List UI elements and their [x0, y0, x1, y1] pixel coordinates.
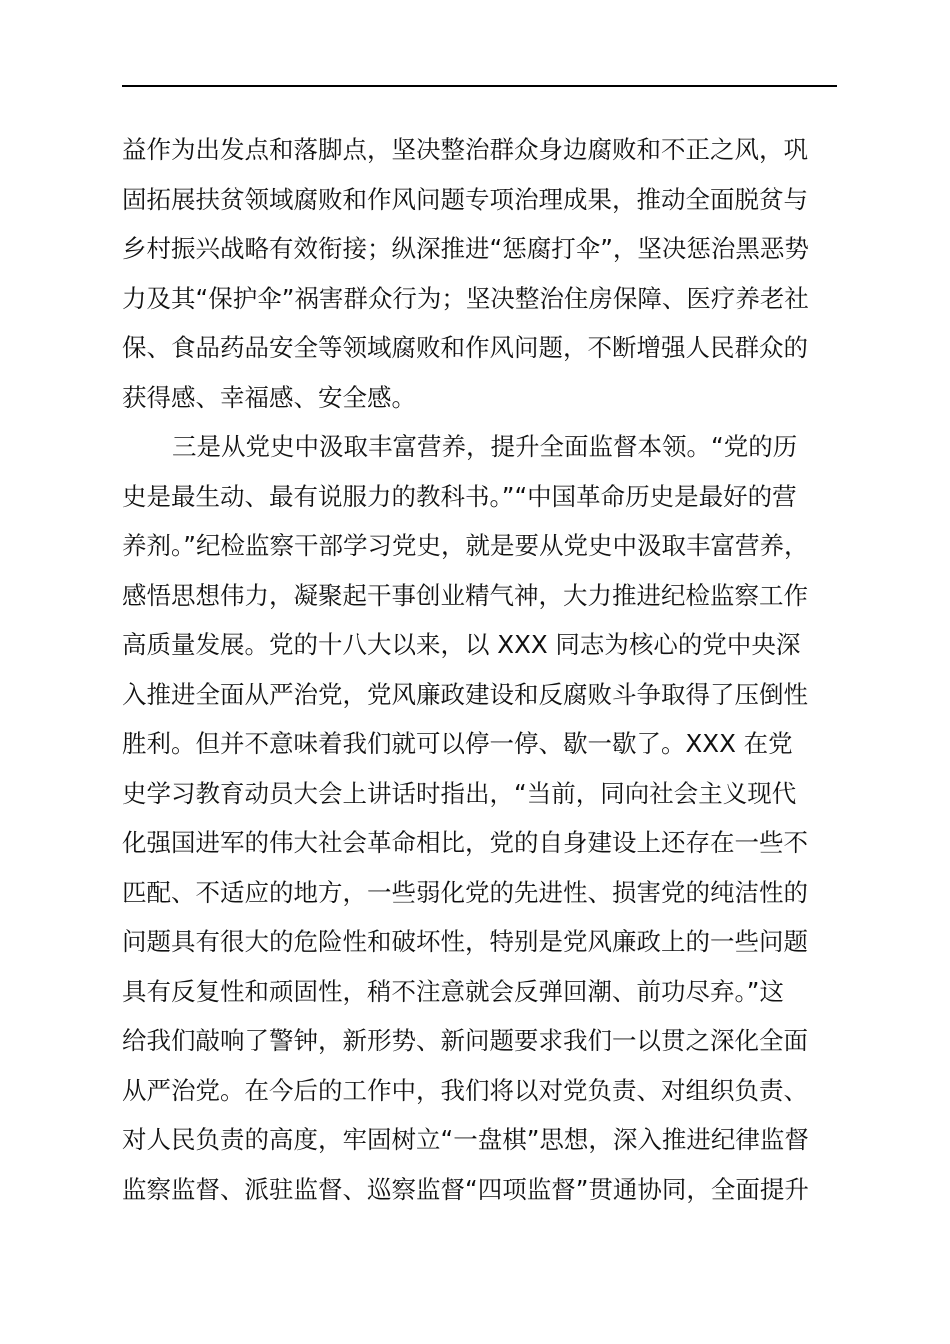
text-line: 胜利。但并不意味着我们就可以停一停、歇一歇了。XXX 在党 [122, 729, 793, 758]
text-line: 益作为出发点和落脚点，坚决整治群众身边腐败和不正之风，巩 [122, 135, 808, 164]
text-line: 给我们敲响了警钟，新形势、新问题要求我们一以贯之深化全面 [122, 1026, 808, 1055]
paragraph-first-line: 三是从党史中汲取丰富营养，提升全面监督本领。“党的历 [172, 432, 798, 461]
text-line: 乡村振兴战略有效衔接；纵深推进“惩腐打伞”，坚决惩治黑恶势 [122, 234, 809, 263]
text-line: 具有反复性和顽固性，稍不注意就会反弹回潮、前功尽弃。”这 [122, 977, 784, 1006]
text-line: 从严治党。在今后的工作中，我们将以对党负责、对组织负责、 [122, 1076, 808, 1105]
text-line: 匹配、不适应的地方，一些弱化党的先进性、损害党的纯洁性的 [122, 878, 808, 907]
header-rule [122, 85, 837, 87]
text-line: 史学习教育动员大会上讲话时指出，“当前，同向社会主义现代 [122, 779, 797, 808]
text-line: 史是最生动、最有说服力的教科书。”“中国革命历史是最好的营 [122, 482, 797, 511]
text-line: 力及其“保护伞”祸害群众行为；坚决整治住房保障、医疗养老社 [122, 284, 809, 313]
text-line: 高质量发展。党的十八大以来，以 XXX 同志为核心的党中央深 [122, 630, 801, 659]
text-line: 问题具有很大的危险性和破坏性，特别是党风廉政上的一些问题 [122, 927, 808, 956]
text-line: 入推进全面从严治党，党风廉政建设和反腐败斗争取得了压倒性 [122, 680, 808, 709]
text-line: 感悟思想伟力，凝聚起干事创业精气神，大力推进纪检监察工作 [122, 581, 808, 610]
text-line: 监察监督、派驻监督、巡察监督“四项监督”贯通协同，全面提升 [122, 1175, 809, 1204]
text-line: 保、食品药品安全等领域腐败和作风问题，不断增强人民群众的 [122, 333, 808, 362]
text-line: 化强国进军的伟大社会革命相比，党的自身建设上还存在一些不 [122, 828, 808, 857]
text-line: 获得感、幸福感、安全感。 [122, 383, 416, 412]
text-line: 对人民负责的高度，牢固树立“一盘棋”思想，深入推进纪律监督 [122, 1125, 809, 1154]
text-line: 养剂。”纪检监察干部学习党史，就是要从党史中汲取丰富营养， [122, 531, 809, 560]
text-line: 固拓展扶贫领域腐败和作风问题专项治理成果，推动全面脱贫与 [122, 185, 808, 214]
